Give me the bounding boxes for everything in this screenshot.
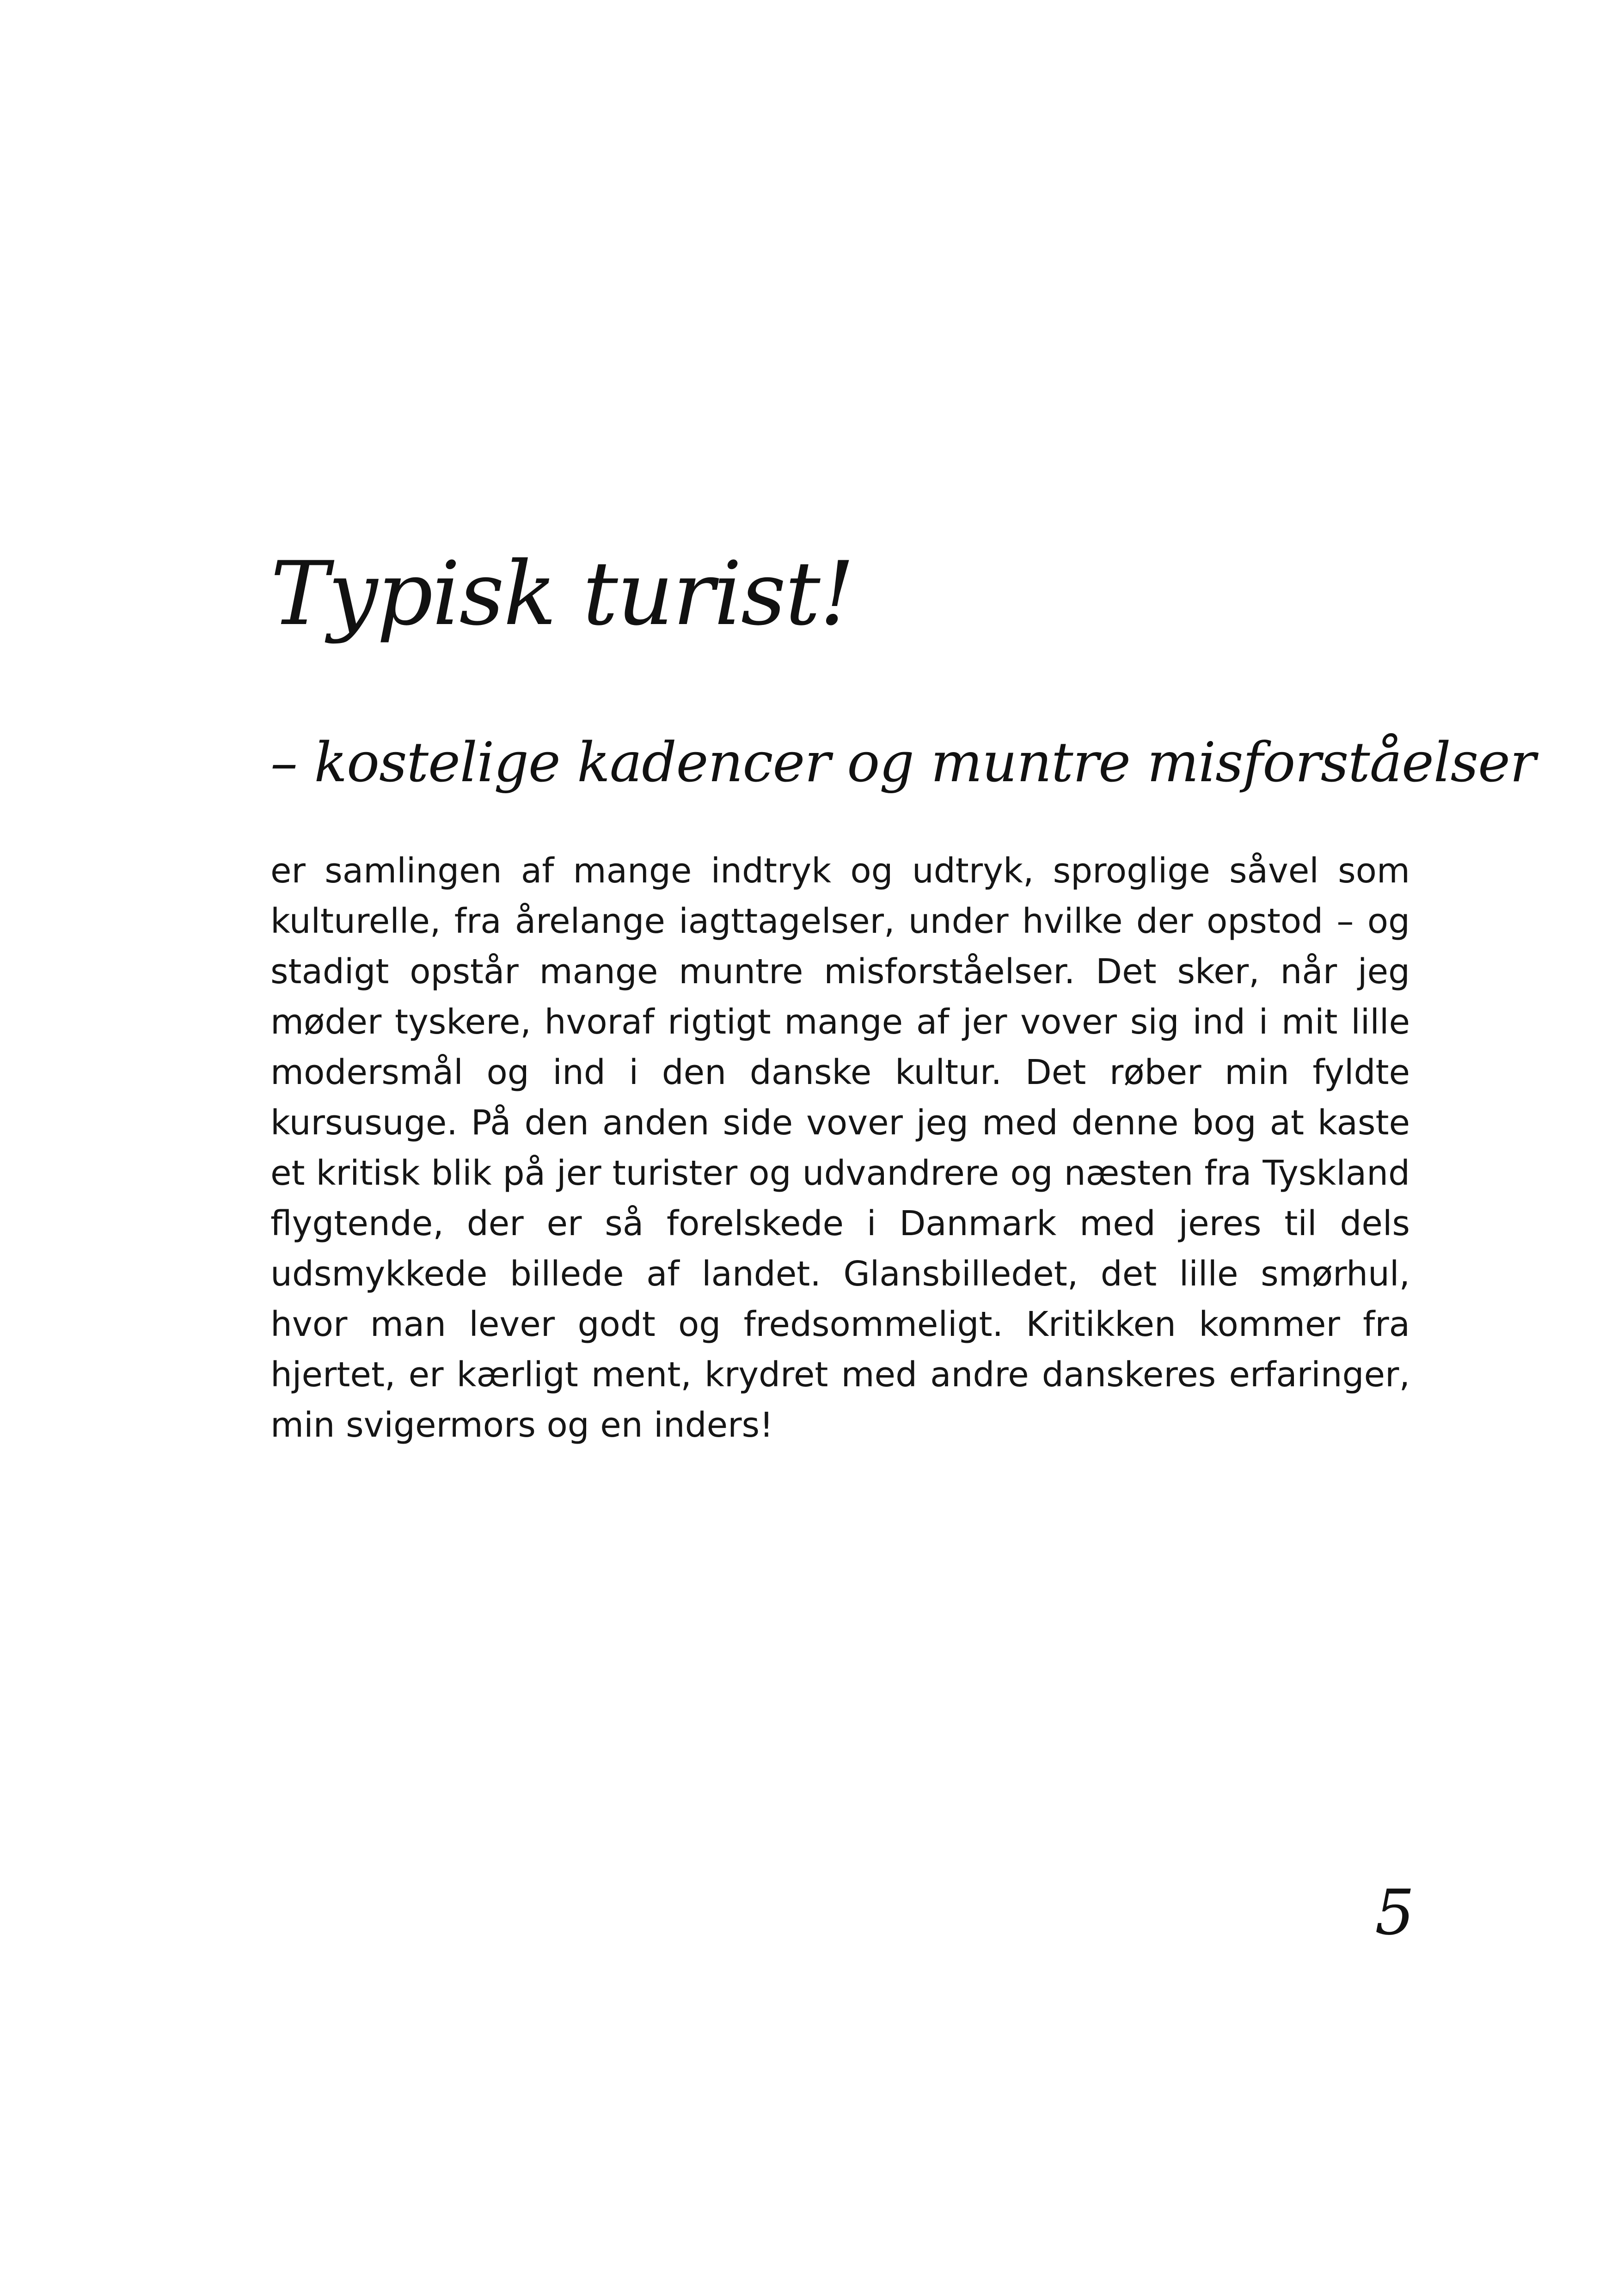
page-number: 5 (1375, 1876, 1415, 1949)
body-paragraph: er samlingen af mange indtryk og udtryk, sproglige såvel som kulturelle, fra årelange iagttagelser, under hvilke der opstod – og stadigt opstår mange muntre misforståelser. Det sker, når jeg møder tyskere, hvoraf rigtigt mange af jer vover sig ind i mit lille modersmål og ind i den danske kultur. Det røber min fyldte kursusuge. På den anden side vover jeg med denne bog at kaste et kritisk blik på jer turister og udvandrere og næsten fra Tyskland flygtende, der er så forelskede i Danmark med jeres til dels udsmykkede billede af landet. Glansbilledet, det lille smørhul, hvor man lever godt og fredsommeligt. Kritikken kommer fra hjertet, er kærligt ment, krydret med andre danskeres erfaringer, min svigermors og en inders! (270, 851, 1410, 1445)
page-title: Typisk turist! (270, 543, 854, 645)
page-subtitle: – kostelige kadencer og muntre misforståelser (270, 730, 1536, 794)
